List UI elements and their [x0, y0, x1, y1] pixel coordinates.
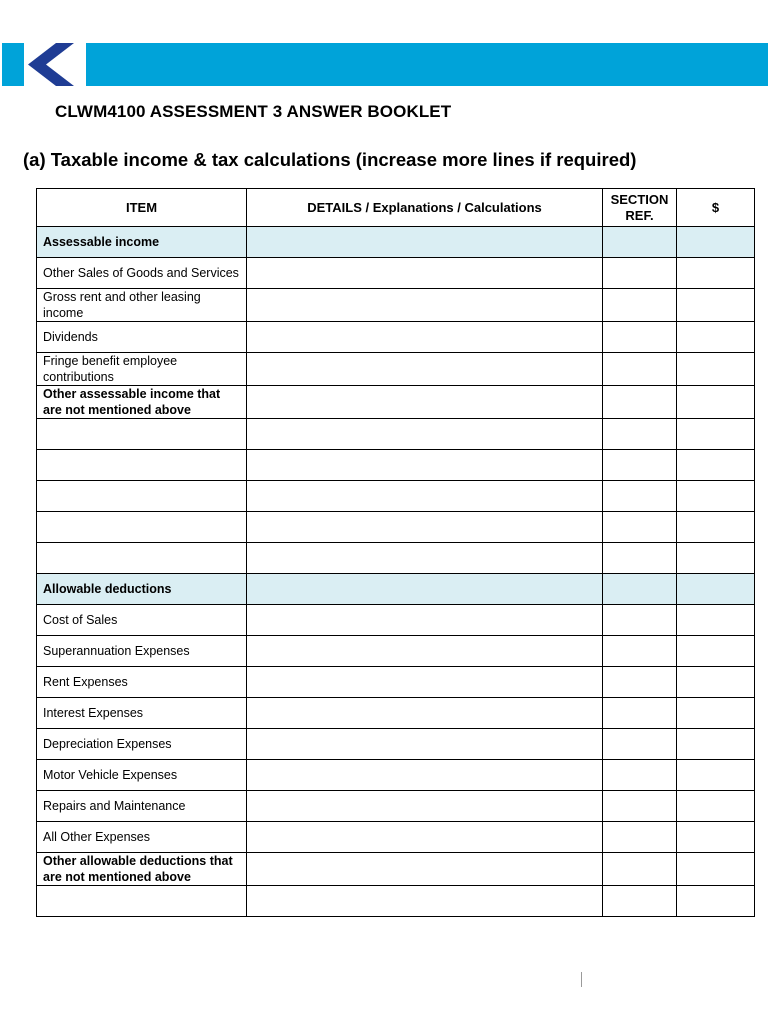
- table-row: [37, 729, 755, 760]
- details-cell[interactable]: [247, 698, 603, 729]
- item-cell[interactable]: [37, 512, 247, 543]
- amount-cell[interactable]: [677, 605, 755, 636]
- details-cell[interactable]: [247, 419, 603, 450]
- amount-cell[interactable]: [677, 450, 755, 481]
- amount-cell[interactable]: [677, 512, 755, 543]
- item-cell[interactable]: [37, 450, 247, 481]
- section-ref-cell[interactable]: [603, 636, 677, 667]
- details-cell[interactable]: [247, 481, 603, 512]
- section-ref-cell[interactable]: [603, 667, 677, 698]
- item-cell: Superannuation Expenses: [37, 636, 247, 667]
- section-ref-cell[interactable]: [603, 258, 677, 289]
- column-header-section-ref: SECTION REF.: [603, 189, 677, 227]
- section-ref-cell[interactable]: [603, 760, 677, 791]
- table-row: [37, 667, 755, 698]
- table-row: [37, 353, 755, 386]
- item-cell: Rent Expenses: [37, 667, 247, 698]
- details-cell[interactable]: [247, 760, 603, 791]
- amount-cell[interactable]: [677, 760, 755, 791]
- details-cell[interactable]: [247, 512, 603, 543]
- section-ref-cell[interactable]: [603, 543, 677, 574]
- amount-cell[interactable]: [677, 822, 755, 853]
- table-row: [37, 512, 755, 543]
- item-cell: Depreciation Expenses: [37, 729, 247, 760]
- document-title: CLWM4100 ASSESSMENT 3 ANSWER BOOKLET: [55, 102, 452, 121]
- item-cell[interactable]: [37, 481, 247, 512]
- item-cell: Interest Expenses: [37, 698, 247, 729]
- section-ref-cell[interactable]: [603, 574, 677, 605]
- answer-table: [36, 188, 755, 917]
- table-row: [37, 698, 755, 729]
- table-row: [37, 322, 755, 353]
- item-cell: Other allowable deductions that are not mentioned above: [37, 853, 247, 886]
- header-band: [0, 43, 768, 86]
- amount-cell[interactable]: [677, 791, 755, 822]
- details-cell[interactable]: [247, 667, 603, 698]
- details-cell[interactable]: [247, 636, 603, 667]
- table-row: [37, 791, 755, 822]
- amount-cell[interactable]: [677, 386, 755, 419]
- column-header-amount: $: [677, 189, 755, 227]
- item-cell: Gross rent and other leasing income: [37, 289, 247, 322]
- details-cell[interactable]: [247, 791, 603, 822]
- item-cell: Assessable income: [37, 227, 247, 258]
- item-cell[interactable]: [37, 543, 247, 574]
- header-bar: [86, 43, 768, 86]
- section-ref-cell[interactable]: [603, 822, 677, 853]
- item-cell: Cost of Sales: [37, 605, 247, 636]
- details-cell[interactable]: [247, 853, 603, 886]
- details-cell[interactable]: [247, 729, 603, 760]
- column-header-details: DETAILS / Explanations / Calculations: [247, 189, 603, 227]
- amount-cell[interactable]: [677, 481, 755, 512]
- amount-cell[interactable]: [677, 886, 755, 917]
- table-row: [37, 450, 755, 481]
- table-row: [37, 636, 755, 667]
- amount-cell[interactable]: [677, 419, 755, 450]
- table-row: [37, 853, 755, 886]
- table-row: [37, 822, 755, 853]
- item-cell[interactable]: [37, 419, 247, 450]
- item-cell: Allowable deductions: [37, 574, 247, 605]
- item-cell: Other Sales of Goods and Services: [37, 258, 247, 289]
- item-cell: Dividends: [37, 322, 247, 353]
- section-ref-cell[interactable]: [603, 419, 677, 450]
- table-row: [37, 289, 755, 322]
- item-cell: Repairs and Maintenance: [37, 791, 247, 822]
- section-ref-cell[interactable]: [603, 322, 677, 353]
- amount-cell[interactable]: [677, 636, 755, 667]
- section-ref-cell[interactable]: [603, 729, 677, 760]
- section-ref-cell[interactable]: [603, 481, 677, 512]
- section-row-assessable-income: [37, 227, 755, 258]
- logo-block: [2, 43, 24, 86]
- table-row: [37, 886, 755, 917]
- amount-cell[interactable]: [677, 729, 755, 760]
- amount-cell[interactable]: [677, 543, 755, 574]
- section-ref-cell[interactable]: [603, 289, 677, 322]
- section-row-allowable-deductions: [37, 574, 755, 605]
- item-cell[interactable]: [37, 886, 247, 917]
- section-ref-cell[interactable]: [603, 698, 677, 729]
- amount-cell[interactable]: [677, 353, 755, 386]
- details-cell[interactable]: [247, 605, 603, 636]
- details-cell[interactable]: [247, 450, 603, 481]
- table-row: [37, 605, 755, 636]
- section-ref-cell[interactable]: [603, 450, 677, 481]
- details-cell[interactable]: [247, 574, 603, 605]
- table-row: [37, 258, 755, 289]
- details-cell[interactable]: [247, 227, 603, 258]
- amount-cell[interactable]: [677, 322, 755, 353]
- column-header-item: ITEM: [37, 189, 247, 227]
- amount-cell[interactable]: [677, 698, 755, 729]
- section-ref-cell[interactable]: [603, 605, 677, 636]
- amount-cell[interactable]: [677, 853, 755, 886]
- table-row: [37, 419, 755, 450]
- section-ref-cell[interactable]: [603, 227, 677, 258]
- table-row: [37, 760, 755, 791]
- details-cell[interactable]: [247, 822, 603, 853]
- details-cell[interactable]: [247, 289, 603, 322]
- table-header-row: [37, 189, 755, 227]
- section-ref-cell[interactable]: [603, 512, 677, 543]
- table-row: [37, 543, 755, 574]
- section-ref-cell[interactable]: [603, 791, 677, 822]
- details-cell[interactable]: [247, 886, 603, 917]
- details-cell[interactable]: [247, 543, 603, 574]
- item-cell: Other assessable income that are not mentioned above: [37, 386, 247, 419]
- details-cell[interactable]: [247, 386, 603, 419]
- details-cell[interactable]: [247, 353, 603, 386]
- text-cursor: [581, 972, 582, 987]
- table-row: [37, 386, 755, 419]
- details-cell[interactable]: [247, 322, 603, 353]
- item-cell: All Other Expenses: [37, 822, 247, 853]
- table-row: [37, 481, 755, 512]
- section-heading: (a) Taxable income & tax calculations (increase more lines if required): [23, 149, 637, 170]
- item-cell: Fringe benefit employee contributions: [37, 353, 247, 386]
- section-ref-cell[interactable]: [603, 386, 677, 419]
- amount-cell[interactable]: [677, 667, 755, 698]
- chevron-left-logo-icon: [26, 43, 78, 86]
- details-cell[interactable]: [247, 258, 603, 289]
- amount-cell[interactable]: [677, 574, 755, 605]
- section-ref-cell[interactable]: [603, 353, 677, 386]
- section-ref-cell[interactable]: [603, 853, 677, 886]
- amount-cell[interactable]: [677, 289, 755, 322]
- item-cell: Motor Vehicle Expenses: [37, 760, 247, 791]
- section-ref-cell[interactable]: [603, 886, 677, 917]
- amount-cell[interactable]: [677, 258, 755, 289]
- amount-cell[interactable]: [677, 227, 755, 258]
